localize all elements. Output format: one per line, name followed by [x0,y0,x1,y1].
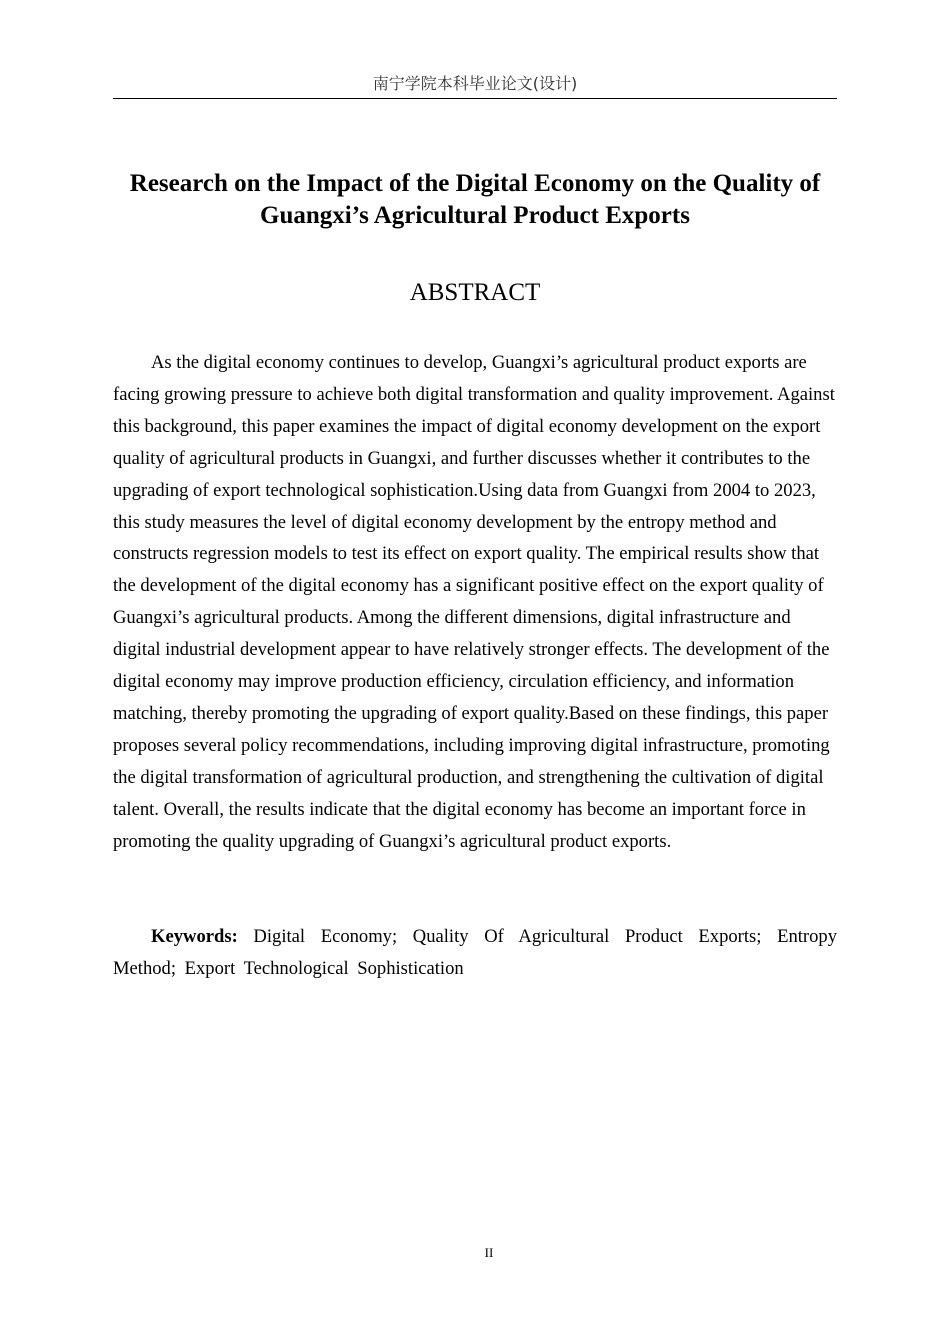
page-number: II [484,1245,494,1260]
header-rule [113,98,837,99]
running-header: 南宁学院本科毕业论文(设计) [372,74,578,93]
thesis-title-line-2: Guangxi’s Agricultural Product Exports [260,202,690,229]
abstract-heading: ABSTRACT [409,279,541,306]
thesis-title [113,168,837,232]
keywords-text: Digital Economy; Quality Of Agricultural Product Exports; Entropy Method; Export Technological Sophistication [113,926,837,979]
keywords-paragraph [113,921,837,985]
keywords-label: Keywords: [151,926,238,947]
abstract-body: As the digital economy continues to develop, Guangxi’s agricultural product exports are facing growing pressure to achieve both digital transformation and quality improvement. Against this background, this paper examines the impact of digital economy development on the export quality of agricultural products in Guangxi, and further discusses whether it contributes to the upgrading of export technological sophistication.Using data from Guangxi from 2004 to 2023, this study measures the level of digital economy development by the entropy method and constructs regression models to test its effect on export quality. The empirical results show that the development of the digital economy has a significant positive effect on the export quality of Guangxi’s agricultural products. Among the different dimensions, digital infrastructure and digital industrial development appear to have relatively stronger effects. The development of the digital economy may improve production efficiency, circulation efficiency, and information matching, thereby promoting the upgrading of export quality.Based on these findings, this paper proposes several policy recommendations, including improving digital infrastructure, promoting the digital transformation of agricultural production, and strengthening the cultivation of digital talent. Overall, the results indicate that the digital economy has become an important force in promoting the quality upgrading of Guangxi’s agricultural product exports. [113,352,835,852]
thesis-title-line-1: Research on the Impact of the Digital Economy on the Quality of [129,170,821,197]
